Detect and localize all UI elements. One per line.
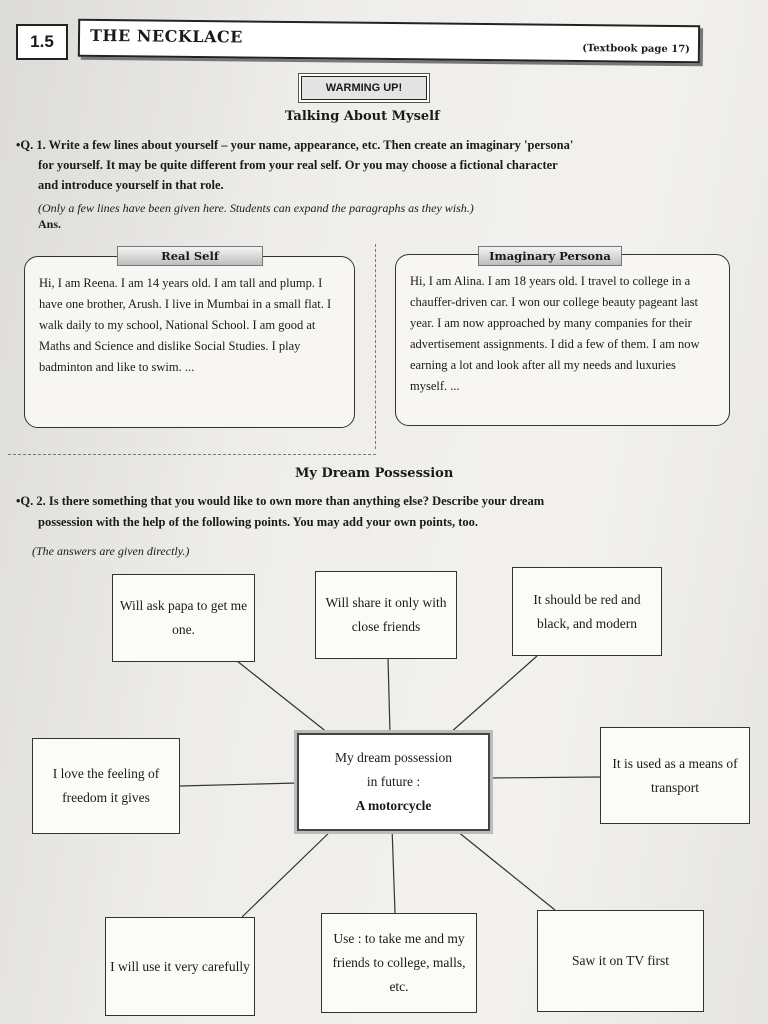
question-1-line-3: and introduce yourself in that role.: [38, 178, 224, 192]
node-tv: [537, 910, 704, 1012]
dream-possession-center-node: [297, 733, 490, 831]
question-1-line-2: for yourself. It may be quite different from your real self. Or you may choose a fictional character: [38, 158, 558, 172]
imaginary-persona-label: Imaginary Persona: [478, 246, 622, 266]
node-carefully: [105, 917, 255, 1016]
connector-use: [392, 827, 395, 913]
real-self-label: Real Self: [117, 246, 263, 266]
node-share: [315, 571, 457, 659]
imaginary-persona-text: Hi, I am Alina. I am 18 years old. I travel to college in a chauffer-driven car. I won our college beauty pageant last year. I am now approached by many companies for their advertisement assignments. I did a few of them. I am now earning a lot and look after all my needs and luxuries myself. ...: [410, 274, 700, 393]
section-number: 1.5: [16, 24, 68, 60]
node-red-black-text: It should be red and black, and modern: [533, 591, 641, 631]
question-2-line-1: •Q. 2. Is there something that you would like to own more than anything else? Describe your dream: [16, 494, 545, 508]
question-1-line-1: •Q. 1. Write a few lines about yourself – your name, appearance, etc. Then create an imaginary 'persona': [16, 138, 574, 152]
center-line-2: in future :: [366, 774, 421, 789]
talking-about-myself-heading: Talking About Myself: [285, 109, 440, 124]
connector-freedom: [180, 783, 297, 786]
question-2-line-2: possession with the help of the following points. You may add your own points, too.: [38, 515, 479, 529]
connector-red-black: [450, 656, 537, 733]
warming-up-label: WARMING UP!: [301, 76, 427, 100]
real-self-text: Hi, I am Reena. I am 14 years old. I am tall and plump. I have one brother, Arush. I live in Mumbai in a small flat. I walk daily to my school, National School. I am good at Maths and Science and dislike Social Studies. I play badminton and like to swim. ...: [39, 276, 332, 374]
center-line-1: My dream possession: [335, 750, 452, 765]
node-freedom: [32, 738, 180, 834]
node-ask-papa: [112, 574, 255, 662]
node-use: [321, 913, 477, 1013]
chapter-title: THE NECKLACE: [89, 25, 243, 47]
connector-share: [388, 658, 390, 733]
node-freedom-text: I love the feeling of freedom it gives: [52, 766, 160, 805]
node-tv-text: Saw it on TV first: [571, 953, 669, 968]
textbook-page-ref: (Textbook page 17): [582, 43, 690, 56]
node-transport-text: It is used as a means of transport: [612, 755, 738, 795]
node-transport: [600, 727, 750, 824]
question-1-note: (Only a few lines have been given here. Students can expand the paragraphs as they wish.): [38, 201, 474, 215]
node-carefully-text: I will use it very carefully: [110, 958, 250, 974]
connector-ask-papa: [237, 661, 328, 733]
my-dream-possession-heading: My Dream Possession: [295, 466, 454, 481]
connector-tv: [452, 827, 555, 910]
node-ask-papa-text: Will ask papa to get me one.: [119, 598, 248, 637]
node-use-text: Use : to take me and my friends to college, malls, etc.: [332, 931, 466, 994]
center-line-3: A motorcycle: [355, 798, 432, 813]
node-share-text: Will share it only with close friends: [325, 595, 447, 634]
answer-label: Ans.: [38, 217, 62, 231]
node-red-black: [512, 567, 662, 656]
connector-transport: [486, 777, 600, 778]
connector-carefully: [242, 827, 335, 917]
question-2-note: (The answers are given directly.): [32, 544, 190, 558]
